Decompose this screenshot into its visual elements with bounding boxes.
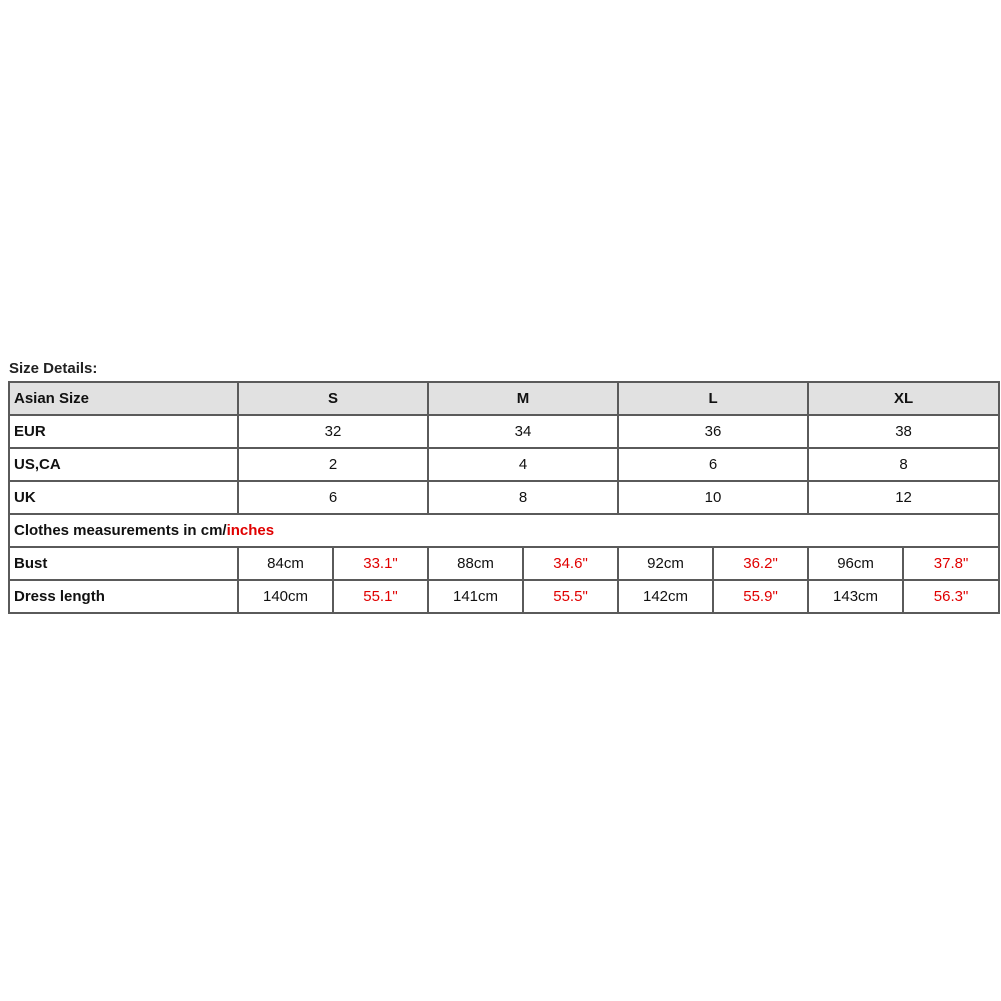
dress-length-cm-s: 140cm bbox=[238, 580, 333, 613]
uk-value-m: 8 bbox=[428, 481, 618, 514]
row-label-dress-length: Dress length bbox=[9, 580, 238, 613]
measurements-section-cell bbox=[9, 514, 999, 547]
bust-inch-m: 34.6" bbox=[523, 547, 618, 580]
row-label-uk: UK bbox=[9, 481, 238, 514]
asian-size-header: Asian Size bbox=[9, 382, 238, 415]
bust-inch-xl: 37.8" bbox=[903, 547, 999, 580]
header-row bbox=[9, 382, 999, 415]
us-ca-row bbox=[9, 448, 999, 481]
bust-cm-m: 88cm bbox=[428, 547, 523, 580]
eur-value-xl: 38 bbox=[808, 415, 999, 448]
dress-length-inch-s: 55.1" bbox=[333, 580, 428, 613]
bust-inch-l: 36.2" bbox=[713, 547, 808, 580]
row-label-us-ca: US,CA bbox=[9, 448, 238, 481]
bust-cm-l: 92cm bbox=[618, 547, 713, 580]
row-label-eur: EUR bbox=[9, 415, 238, 448]
size-header-l: L bbox=[618, 382, 808, 415]
size-header-m: M bbox=[428, 382, 618, 415]
eur-row bbox=[9, 415, 999, 448]
bust-inch-s: 33.1" bbox=[333, 547, 428, 580]
uk-value-xl: 12 bbox=[808, 481, 999, 514]
dress-length-row bbox=[9, 580, 999, 613]
size-header-s: S bbox=[238, 382, 428, 415]
uk-value-s: 6 bbox=[238, 481, 428, 514]
size-chart-table bbox=[8, 381, 1000, 614]
dress-length-inch-xl: 56.3" bbox=[903, 580, 999, 613]
bust-cm-s: 84cm bbox=[238, 547, 333, 580]
us-ca-value-xl: 8 bbox=[808, 448, 999, 481]
row-label-bust: Bust bbox=[9, 547, 238, 580]
dress-length-cm-l: 142cm bbox=[618, 580, 713, 613]
us-ca-value-l: 6 bbox=[618, 448, 808, 481]
us-ca-value-s: 2 bbox=[238, 448, 428, 481]
measurements-section-row bbox=[9, 514, 999, 547]
us-ca-value-m: 4 bbox=[428, 448, 618, 481]
dress-length-inch-m: 55.5" bbox=[523, 580, 618, 613]
bust-row bbox=[9, 547, 999, 580]
measurements-label-inches: inches bbox=[226, 522, 275, 539]
eur-value-l: 36 bbox=[618, 415, 808, 448]
size-header-xl: XL bbox=[808, 382, 999, 415]
eur-value-s: 32 bbox=[238, 415, 428, 448]
dress-length-cm-m: 141cm bbox=[428, 580, 523, 613]
bust-cm-xl: 96cm bbox=[808, 547, 903, 580]
uk-row bbox=[9, 481, 999, 514]
dress-length-inch-l: 55.9" bbox=[713, 580, 808, 613]
dress-length-cm-xl: 143cm bbox=[808, 580, 903, 613]
eur-value-m: 34 bbox=[428, 415, 618, 448]
uk-value-l: 10 bbox=[618, 481, 808, 514]
size-details-title: Size Details: bbox=[9, 360, 98, 377]
measurements-label-prefix: Clothes measurements in cm/ bbox=[14, 522, 227, 539]
